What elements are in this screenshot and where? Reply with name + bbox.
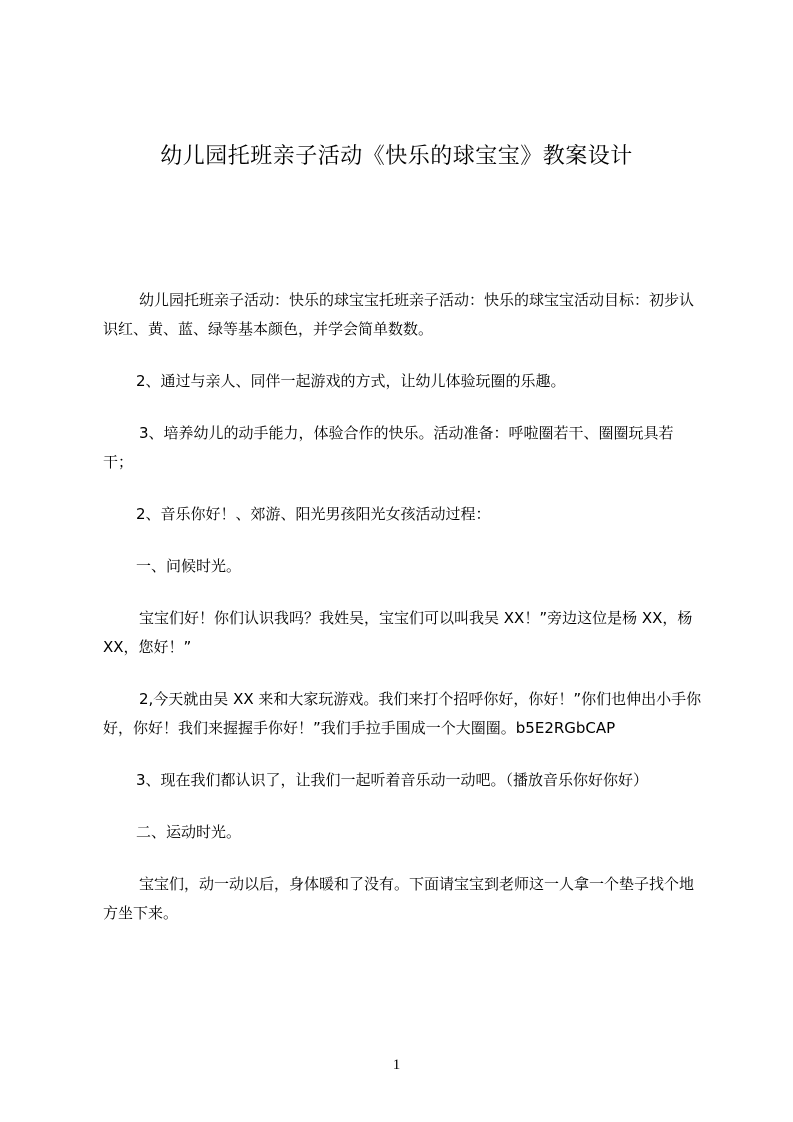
document-title: 幼儿园托班亲子活动《快乐的球宝宝》教案设计 xyxy=(160,144,633,169)
paragraph: 3、培养幼儿的动手能力，体验合作的快乐。活动准备：呼啦圈若干、圈圈玩具若干； xyxy=(103,424,674,471)
paragraph: 2、音乐你好！、郊游、阳光男孩阳光女孩活动过程： xyxy=(136,505,491,523)
paragraph: 2、通过与亲人、同伴一起游戏的方式，让幼儿体验玩圈的乐趣。 xyxy=(136,372,566,390)
page-number: 1 xyxy=(392,1057,401,1073)
paragraph: 2,今天就由吴 XX 来和大家玩游戏。我们来打个招呼你好，你好！”你们也伸出小手你好，你好！我们来握握手你好！”我们手拉手围成一个大圈圈。b5E2RGbCAP xyxy=(103,690,702,737)
section-heading: 二、运动时光。 xyxy=(136,823,242,841)
paragraph: 3、现在我们都认识了，让我们一起听着音乐动一动吧。（播放音乐你好你好） xyxy=(136,771,649,789)
paragraph: 幼儿园托班亲子活动：快乐的球宝宝托班亲子活动：快乐的球宝宝活动目标：初步认识红、黄、蓝、绿等基本颜色，并学会简单数数。 xyxy=(103,291,695,338)
paragraph: 宝宝们，动一动以后，身体暖和了没有。下面请宝宝到老师这一人拿一个垫子找个地方坐下来。 xyxy=(103,875,695,922)
section-heading: 一、问候时光。 xyxy=(136,557,242,575)
paragraph: 宝宝们好！你们认识我吗？我姓吴，宝宝们可以叫我吴 XX！”旁边这位是杨 XX，杨 XX，您好！” xyxy=(103,609,693,656)
